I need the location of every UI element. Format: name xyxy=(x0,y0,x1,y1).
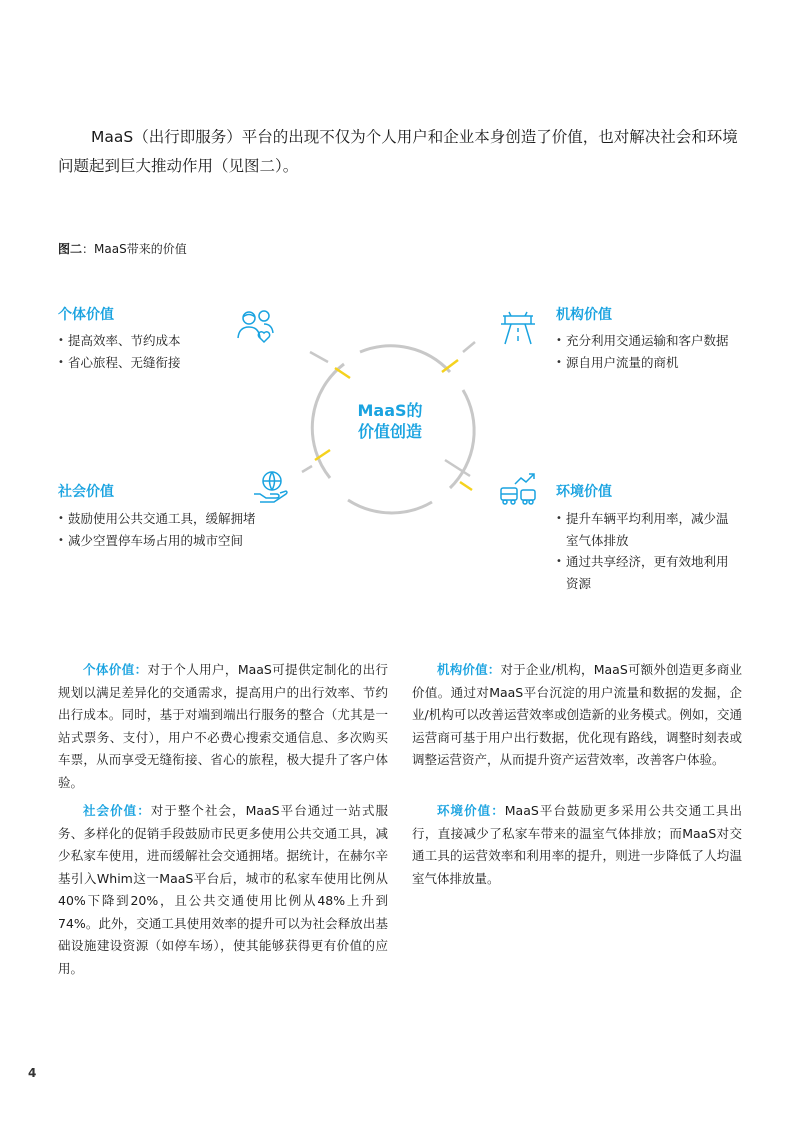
list-item: • 提升车辆平均利用率，减少温室气体排放 xyxy=(556,508,736,551)
list-item: • 源自用户流量的商机 xyxy=(556,352,756,374)
list-item: • 充分利用交通运输和客户数据 xyxy=(556,330,756,352)
connector-line xyxy=(310,352,328,362)
environment-value-paragraph xyxy=(412,800,742,890)
intro-text: MaaS（出行即服务）平台的出现不仅为个人用户和企业本身创造了价值，也对解决社会和环境问题起到巨大推动作用（见图二）。 xyxy=(58,128,738,175)
list-item: • 提高效率、节约成本 xyxy=(58,330,278,352)
intro-paragraph xyxy=(58,123,738,181)
road-gate-icon xyxy=(497,308,539,348)
page-number: 4 xyxy=(28,1066,37,1080)
individual-value-paragraph xyxy=(58,659,388,794)
people-heart-icon xyxy=(234,306,278,350)
center-label xyxy=(330,400,450,442)
paragraph-text: 对于个人用户，MaaS可提供定制化的出行规划以满足差异化的交通需求，提高用户的出行效率、节约出行成本。同时，基于对端到端出行服务的整合（尤其是一站式票务、支付），用户不必费心搜索交通信息、多次购买车票，从而享受无缝衔接、省心的旅程，极大提升了客户体验。 xyxy=(58,662,388,790)
figure-caption-text: ：MaaS带来的价值 xyxy=(82,242,187,256)
paragraph-text: 对于企业/机构，MaaS可额外创造更多商业价值。通过对MaaS平台沉淀的用户流量和数据的发掘，企业/机构可以改善运营效率或创造新的业务模式。例如，交通运营商可基于用户出行数据，优化现有路线，调整时刻表或调整运营资产，从而提升资产运营效率，改善客户体验。 xyxy=(412,662,742,767)
transport-growth-icon xyxy=(497,468,541,508)
environment-value-title: 环境价值 xyxy=(556,484,612,500)
figure-caption-label: 图二 xyxy=(58,242,83,256)
institution-value-title: 机构价值 xyxy=(556,307,612,323)
connector-line xyxy=(463,342,475,352)
institution-value-paragraph xyxy=(412,659,742,772)
individual-value-title: 个体价值 xyxy=(58,307,114,323)
connector-line xyxy=(335,368,350,378)
list-item: • 通过共享经济，更有效地利用资源 xyxy=(556,551,736,594)
center-label-line1: MaaS的 xyxy=(357,401,423,420)
list-item: • 省心旅程、无缝衔接 xyxy=(58,352,278,374)
connector-line xyxy=(302,466,312,472)
ring-segment xyxy=(450,390,474,488)
center-label-line2: 价值创造 xyxy=(357,422,422,441)
paragraph-lead: 个体价值： xyxy=(83,662,148,677)
paragraph-lead: 社会价值： xyxy=(83,803,151,818)
globe-hand-icon xyxy=(250,468,292,506)
connector-line xyxy=(460,482,472,490)
environment-value-list xyxy=(556,508,736,594)
ring-segment xyxy=(348,500,432,513)
paragraph-lead: 环境价值： xyxy=(437,803,505,818)
list-item: • 减少空置停车场占用的城市空间 xyxy=(58,530,318,552)
paragraph-text: 对于整个社会，MaaS平台通过一站式服务、多样化的促销手段鼓励市民更多使用公共交通工具，减少私家车使用，进而缓解社会交通拥堵。据统计，在赫尔辛基引入Whim这一MaaS平台后，城市的私家车使用比例从40%下降到20%，且公共交通使用比例从48%上升到74%。此外，交通工具使用效率的提升可以为社会释放出基础设施建设资源（如停车场），使其能够获得更有价值的应用。 xyxy=(58,803,388,976)
institution-value-list xyxy=(556,330,756,373)
society-value-title: 社会价值 xyxy=(58,484,114,500)
ring-segment xyxy=(360,346,450,372)
paragraph-text: MaaS平台鼓励更多采用公共交通工具出行，直接减少了私家车带来的温室气体排放；而MaaS对交通工具的运营效率和利用率的提升，则进一步降低了人均温室气体排放量。 xyxy=(412,803,742,886)
society-value-paragraph xyxy=(58,800,388,980)
paragraph-lead: 机构价值： xyxy=(437,662,501,677)
list-item: • 鼓励使用公共交通工具，缓解拥堵 xyxy=(58,508,318,530)
figure-caption xyxy=(58,240,187,257)
society-value-list xyxy=(58,508,318,551)
